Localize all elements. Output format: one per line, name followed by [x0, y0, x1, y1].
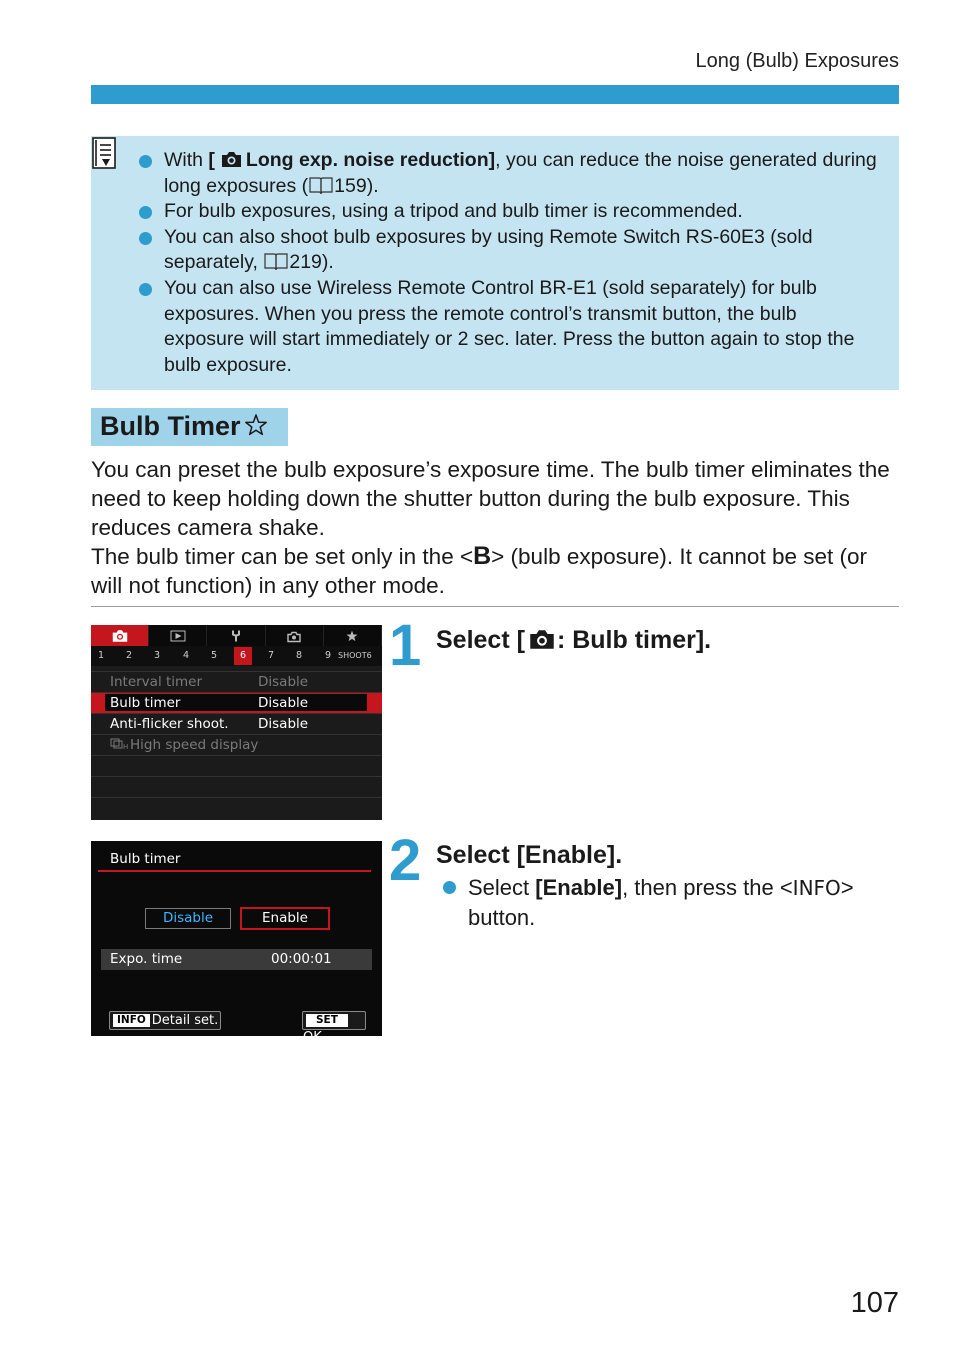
- menu-row-interval-timer: Interval timer Disable: [91, 671, 382, 692]
- header-bar: [91, 85, 899, 104]
- page-number: 7: [268, 650, 275, 661]
- step-number: 2: [389, 828, 420, 893]
- expo-time-row: Expo. time 00:00:01: [101, 949, 372, 970]
- wrench-icon: [230, 629, 242, 642]
- menu-row-bulb-timer: Bulb timer Disable: [91, 692, 382, 713]
- camera-icon: [112, 629, 128, 642]
- camera-icon: [221, 151, 242, 168]
- page-number: 3: [154, 650, 161, 661]
- step-heading: Select [Enable].: [436, 841, 623, 869]
- camera-icon: [529, 629, 555, 650]
- menu-row-empty: [91, 797, 382, 818]
- page-number: 4: [183, 650, 190, 661]
- step-heading: Select [ : Bulb timer].: [436, 626, 712, 654]
- menu-row-empty: [91, 776, 382, 797]
- menu-row-empty: [91, 755, 382, 776]
- page-number: 2: [126, 650, 133, 661]
- screen-title: Bulb timer: [110, 851, 181, 867]
- tab-mymenu: [324, 625, 382, 646]
- page-number: 9: [325, 650, 332, 661]
- playback-icon: [170, 630, 185, 641]
- menu-page-numbers: [91, 646, 382, 666]
- set-ok-hint: SETOK: [302, 1011, 366, 1030]
- list-item: With [ Long exp. noise reduction], you can reduce the noise generated during long exposures ( 159).: [138, 148, 878, 199]
- set-key-icon: SET: [306, 1014, 348, 1027]
- list-item: You can also use Wireless Remote Control BR-E1 (sold separately) for bulb exposures. When you press the remote control’s transmit button, the bulb exposure will start immediately or 2 sec. later. Press the button again to stop the bulb exposure.: [138, 276, 878, 378]
- bulb-timer-screen: [91, 841, 382, 1045]
- page-number-active: 6: [234, 647, 252, 665]
- info-key-icon: INFO: [113, 1014, 150, 1027]
- star-icon: [244, 413, 268, 437]
- running-header: Long (Bulb) Exposures: [695, 50, 899, 72]
- menu-row-anti-flicker: Anti-flicker shoot. Disable: [91, 713, 382, 734]
- intro-text: [91, 455, 903, 600]
- step-instruction: Select [Enable], then press the <INFO> button.: [442, 873, 902, 932]
- camera-menu-screen: [91, 625, 382, 820]
- tab-setup: [207, 625, 265, 646]
- intro-paragraph: You can preset the bulb exposure’s exposure time. The bulb timer eliminates the need to keep holding down the shutter button during the bulb exposure. This reduces camera shake.: [91, 457, 890, 540]
- tab-custom: [266, 625, 324, 646]
- page-number: 107: [850, 1287, 899, 1319]
- book-icon: [308, 176, 334, 195]
- bulb-mode-icon: B: [473, 542, 492, 570]
- menu-tabs: [91, 625, 382, 646]
- step-number: 1: [389, 613, 420, 678]
- note-icon: [91, 136, 117, 170]
- custom-functions-icon: [287, 629, 301, 642]
- tab-shoot: [91, 625, 149, 646]
- page-number: 1: [98, 650, 105, 661]
- menu-page-label: SHOOT6: [338, 651, 372, 660]
- intro-paragraph: The bulb timer can be set only in the <B> (bulb exposure). It cannot be set (or will not function) in any other mode.: [91, 542, 867, 598]
- page-number: 5: [211, 650, 218, 661]
- book-icon: [263, 252, 289, 271]
- section-heading: [91, 408, 288, 446]
- svg-text:H: H: [123, 743, 129, 750]
- title-underline: [98, 870, 371, 872]
- list-item: You can also shoot bulb exposures by using Remote Switch RS-60E3 (sold separately, 219).: [138, 225, 878, 276]
- info-detail-hint: INFO Detail set.: [109, 1011, 221, 1030]
- note-box: [91, 136, 899, 390]
- divider: [91, 606, 899, 607]
- info-button-icon: INFO: [792, 876, 841, 900]
- list-item: For bulb exposures, using a tripod and bulb timer is recommended.: [138, 199, 878, 225]
- section-title: Bulb Timer: [100, 411, 241, 441]
- page-number: 8: [296, 650, 303, 661]
- tab-playback: [149, 625, 207, 646]
- disable-option: Disable: [145, 908, 231, 929]
- star-icon: [346, 629, 359, 642]
- note-list: [138, 148, 878, 378]
- high-speed-display-icon: [110, 738, 130, 750]
- menu-row-high-speed-display: H High speed display: [91, 734, 382, 755]
- enable-option: Enable: [240, 907, 330, 930]
